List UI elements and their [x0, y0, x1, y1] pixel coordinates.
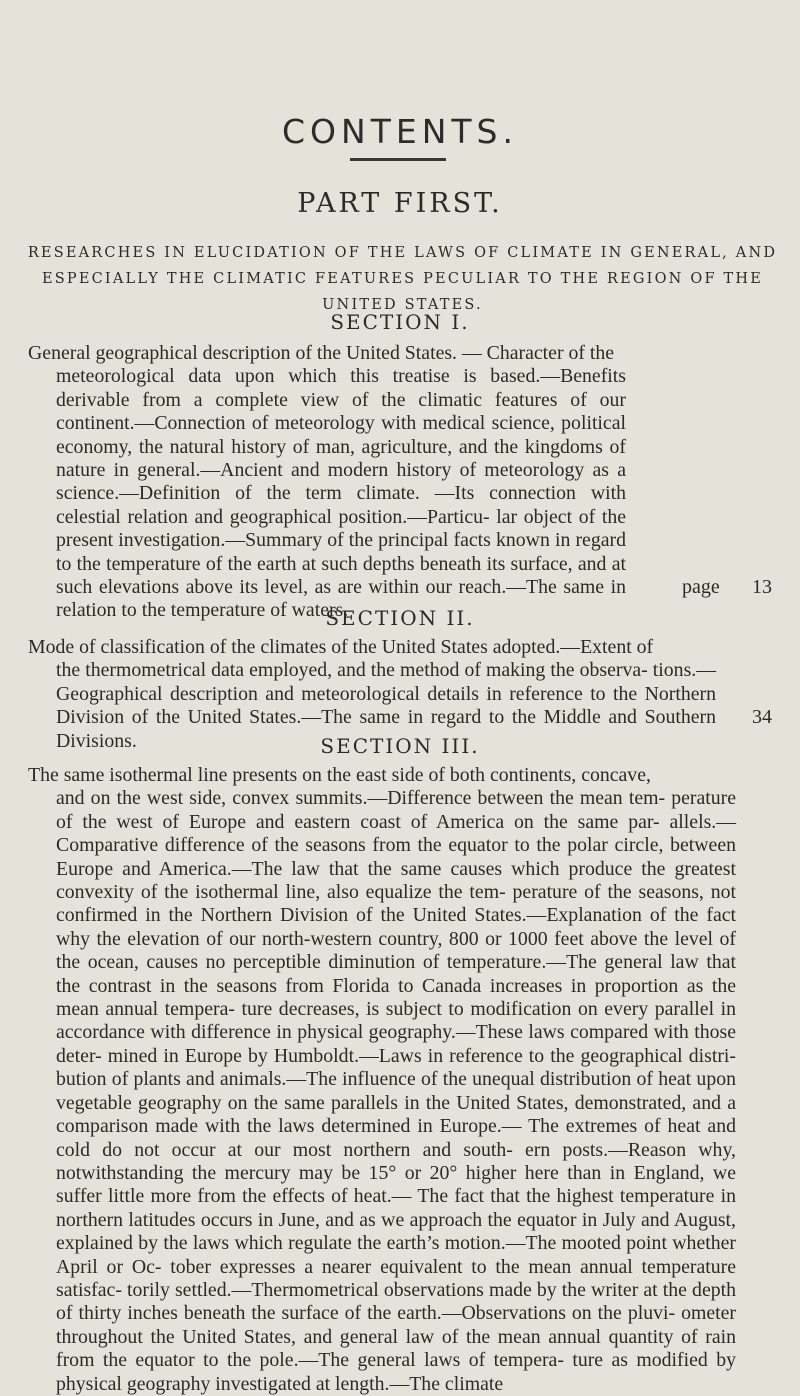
section-3-entry	[28, 764, 778, 1396]
section-2-page-number: 34	[752, 706, 772, 728]
section-1-lead: General geographical description of the United States. — Character of the	[28, 342, 615, 364]
section-2-lead: Mode of classification of the climates of the United States adopted.—Extent of	[28, 636, 654, 658]
part-heading: PART FIRST.	[297, 188, 503, 219]
section-3-body: and on the west side, convex summits.—Difference between the mean tem- perature of the west of Europe and eastern coast of America on the same par- allels.—Comparative difference of the seasons from the equator to the polar circle, between Europe and America.—The law that the same causes which produce the greatest convexity of the isothermal line, also equalize the tem- perature of the seasons, not confirmed in the Northern Division of the United States.—Explanation of the fact why the elevation of our north-western country, 800 or 1000 feet above the level of the ocean, causes no perceptible diminution of temperature.—The general law that the contrast in the seasons from Florida to Canada increases in proportion as the mean annual tempera- ture decreases, is subject to modification on every parallel in accordance with difference in physical geography.—These laws compared with those deter- mined in Europe by Humboldt.—Laws in reference to the geographical distri- bution of plants and animals.—The influence of the unequal distribution of heat upon vegetable geography on the same parallels in the United States, demonstrated, and a comparison made with the laws determined in Europe.— The extremes of heat and cold do not occur at our most northern and south- ern posts.—Reason why, notwithstanding the mercury may be 15° or 20° higher here than in England, we suffer little more from the effects of heat.— The fact that the highest temperature in northern latitudes occurs in June, and as we approach the equator in July and August, explained by the laws which regulate the earth’s motion.—The mooted point whether April or Oc- tober expresses a nearer equivalent to the mean annual temperature satisfac- torily settled.—Thermometrical observations made by the writer at the depth of thirty inches beneath the surface of the earth.—Observations on the pluvi- ometer throughout the United States, and general law of the mean annual quantity of rain from the equator to the pole.—The general laws of tempera- ture as modified by physical geography investigated at length.—The climate	[56, 787, 736, 1395]
section-1-body: meteorological data upon which this treatise is based.—Benefits derivable from a complete view of the climatic features of our continent.—Connection of meteorology with medical science, political economy, the natural history of man, agriculture, and the kingdoms of nature in general.—Ancient and modern history of meteorology as a science.—Definition of the term climate. —Its connection with celestial relation and geographical position.—Particu- lar object of the present investigation.—Summary of the principal facts known in regard to the temperature of the earth at such depths beneath its surface, and at such elevations above its level, as are within our reach.—The same in relation to the temperature of waters.	[56, 365, 626, 622]
section-heading-2: SECTION II.	[325, 606, 475, 630]
section-heading-1: SECTION I.	[330, 310, 470, 334]
page-title: CONTENTS.	[282, 112, 518, 151]
section-1-entry	[28, 342, 778, 623]
title-divider	[350, 158, 446, 161]
part-subtitle: RESEARCHES IN ELUCIDATION OF THE LAWS OF CLIMATE IN GENERAL, AND ESPECIALLY THE CLIMATIC FEATURES PECULIAR TO THE REGION OF THE UNITED STATES.	[27, 245, 778, 313]
section-1-page-label: page	[682, 576, 720, 598]
section-2-body: the thermometrical data employed, and the method of making the observa- tions.—Geographical description and meteorological details in reference to the Northern Division of the United States.—The same in regard to the Middle and Southern Divisions.	[56, 659, 716, 752]
section-1-page-number: 13	[752, 576, 772, 598]
section-heading-3: SECTION III.	[320, 734, 480, 758]
section-3-lead: The same isothermal line presents on the east side of both continents, concave,	[28, 764, 651, 786]
